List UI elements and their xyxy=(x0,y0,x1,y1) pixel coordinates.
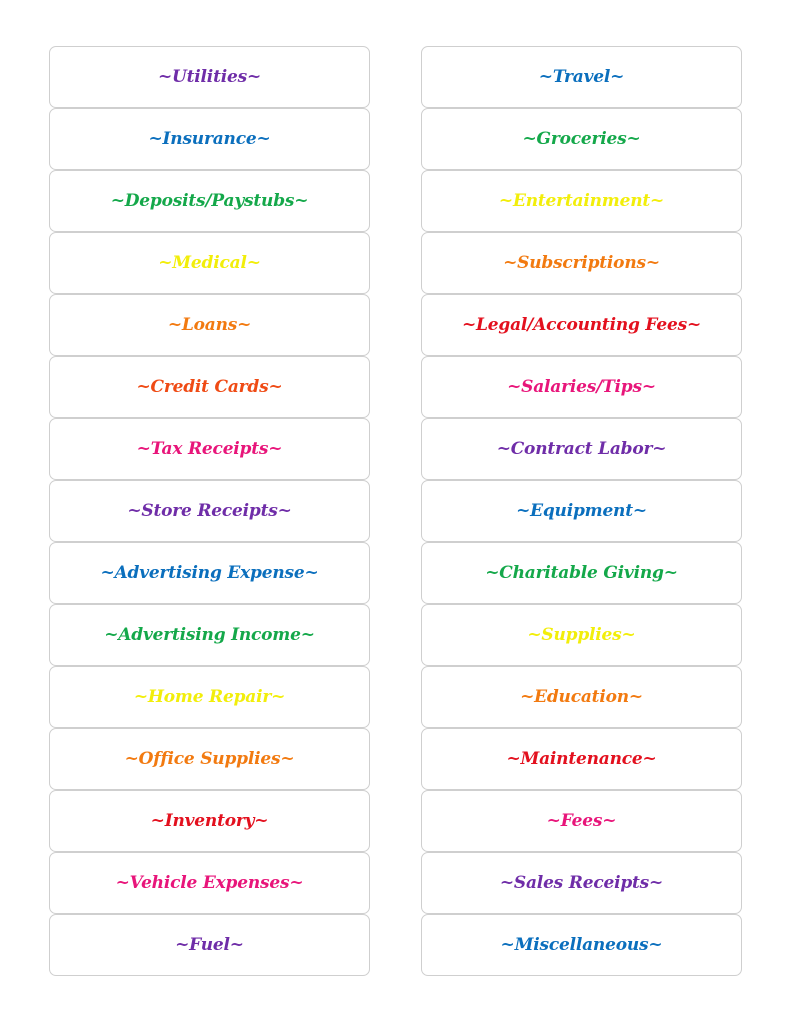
label-text: ~Utilities~ xyxy=(157,67,262,87)
label-fees xyxy=(421,790,742,852)
label-store-receipts xyxy=(49,480,370,542)
label-maintenance xyxy=(421,728,742,790)
label-advertising-expense xyxy=(49,542,370,604)
label-legal-accounting-fees xyxy=(421,294,742,356)
left-label-column xyxy=(49,46,370,976)
label-text: ~Subscriptions~ xyxy=(503,253,660,273)
label-office-supplies xyxy=(49,728,370,790)
label-text: ~Store Receipts~ xyxy=(127,501,292,521)
label-fuel xyxy=(49,914,370,976)
label-vehicle-expenses xyxy=(49,852,370,914)
label-text: ~Credit Cards~ xyxy=(136,377,283,397)
label-utilities xyxy=(49,46,370,108)
label-text: ~Loans~ xyxy=(167,315,252,335)
label-supplies xyxy=(421,604,742,666)
label-text: ~Entertainment~ xyxy=(498,191,665,211)
label-salaries-tips xyxy=(421,356,742,418)
label-text: ~Insurance~ xyxy=(148,129,271,149)
label-text: ~Tax Receipts~ xyxy=(136,439,283,459)
label-text: ~Sales Receipts~ xyxy=(499,873,664,893)
label-loans xyxy=(49,294,370,356)
label-text: ~Fees~ xyxy=(546,811,617,831)
label-text: ~Home Repair~ xyxy=(133,687,286,707)
label-tax-receipts xyxy=(49,418,370,480)
label-miscellaneous xyxy=(421,914,742,976)
label-text: ~Fuel~ xyxy=(175,935,244,955)
label-subscriptions xyxy=(421,232,742,294)
label-equipment xyxy=(421,480,742,542)
label-contract-labor xyxy=(421,418,742,480)
label-text: ~Advertising Income~ xyxy=(104,625,315,645)
label-insurance xyxy=(49,108,370,170)
label-text: ~Contract Labor~ xyxy=(496,439,667,459)
label-text: ~Miscellaneous~ xyxy=(500,935,663,955)
label-text: ~Groceries~ xyxy=(522,129,641,149)
label-text: ~Charitable Giving~ xyxy=(485,563,678,583)
label-text: ~Advertising Expense~ xyxy=(100,563,319,583)
right-label-column xyxy=(421,46,742,976)
label-entertainment xyxy=(421,170,742,232)
label-text: ~Medical~ xyxy=(158,253,261,273)
label-travel xyxy=(421,46,742,108)
label-groceries xyxy=(421,108,742,170)
label-home-repair xyxy=(49,666,370,728)
label-credit-cards xyxy=(49,356,370,418)
label-text: ~Office Supplies~ xyxy=(124,749,295,769)
label-sales-receipts xyxy=(421,852,742,914)
label-inventory xyxy=(49,790,370,852)
label-education xyxy=(421,666,742,728)
label-deposits-paystubs xyxy=(49,170,370,232)
label-text: ~Supplies~ xyxy=(527,625,636,645)
label-medical xyxy=(49,232,370,294)
label-charitable-giving xyxy=(421,542,742,604)
label-text: ~Education~ xyxy=(520,687,643,707)
label-advertising-income xyxy=(49,604,370,666)
label-text: ~Maintenance~ xyxy=(506,749,657,769)
label-text: ~Salaries/Tips~ xyxy=(507,377,656,397)
label-text: ~Vehicle Expenses~ xyxy=(115,873,304,893)
label-text: ~Travel~ xyxy=(538,67,625,87)
label-text: ~Equipment~ xyxy=(516,501,647,521)
label-text: ~Inventory~ xyxy=(150,811,269,831)
label-text: ~Deposits/Paystubs~ xyxy=(110,191,309,211)
label-text: ~Legal/Accounting Fees~ xyxy=(462,315,701,335)
